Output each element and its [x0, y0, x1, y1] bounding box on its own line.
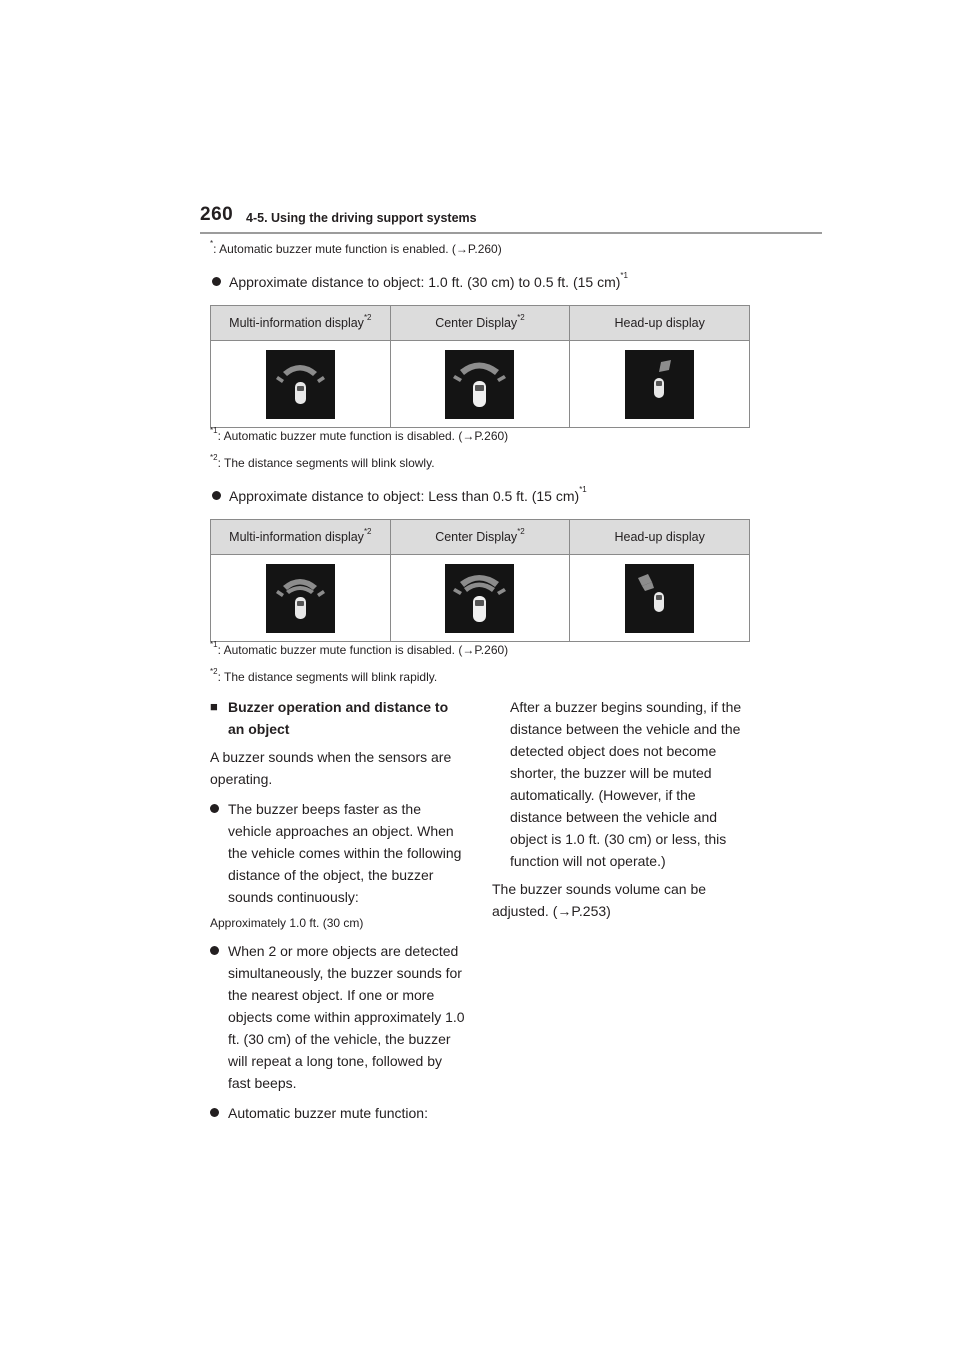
distance-segments-icon [453, 575, 506, 595]
bullet-distance-1: Approximate distance to object: 1.0 ft. (30 cm) to 0.5 ft. (15 cm)$^{*1}$ [212, 274, 628, 290]
vehicle-top-view-icon [654, 592, 664, 612]
top-note: *: Automatic buzzer mute function is enabled. (→P.260) [210, 239, 502, 256]
head-up-screen [625, 350, 694, 419]
right-column [492, 696, 742, 922]
distance-segments-icon [638, 574, 654, 591]
page-number: 260 [200, 204, 234, 225]
bullet-mute-function: Automatic buzzer mute function: [210, 1102, 468, 1124]
distance-note: Approximately 1.0 ft. (30 cm) [210, 916, 364, 930]
col-center-display: Center Display$^{*2}$ [390, 306, 570, 341]
col-head-up: Head-up display [570, 306, 750, 341]
col-center-display: Center Display$^{*2}$ [390, 520, 570, 555]
bullet-dot-icon [210, 1108, 219, 1117]
bullet-dot-icon [210, 804, 219, 813]
note-2-2: $^{*2}$: The distance segments will blink rapidly. [210, 667, 438, 684]
volume-note: The buzzer sounds volume can be adjusted. (→P.253) [492, 881, 707, 919]
vehicle-top-view-icon [295, 382, 306, 404]
center-display-screen [445, 350, 514, 419]
distance-segments-icon [276, 579, 325, 597]
head-up-screen [625, 564, 694, 633]
square-marker-icon: ■ [210, 699, 218, 714]
vehicle-top-view-icon [295, 597, 306, 619]
bullet-buzzer-speed: The buzzer beeps faster as the vehicle approaches an object. When the vehicle comes within the following distance of the object, the buzzer sounds continuously: [210, 798, 468, 908]
section-title: 4-5. Using the driving support systems [246, 211, 477, 225]
bullet-distance-2: Approximate distance to object: Less than 0.5 ft. (15 cm)$^{*1}$ [212, 488, 587, 504]
vehicle-top-view-icon [473, 596, 486, 622]
vehicle-top-view-icon [654, 378, 664, 398]
header-rule [200, 232, 822, 234]
mute-description: After a buzzer begins sounding, if the distance between the vehicle and the detected object does not become shorter, the buzzer will be muted automatically. (However, if the distance between the vehicle and object is 1.0 ft. (30 cm) or less, this function will not operate.) [510, 699, 742, 869]
bullet-multiple-objects: When 2 or more objects are detected simultaneously, the buzzer sounds for the nearest object. If one or more objects come within approximately 1.0 ft. (30 cm) of the vehicle, the buzzer will repeat a long tone, followed by fast beeps. [210, 940, 468, 1094]
col-multi-info: Multi-information display$^{*2}$ [211, 306, 391, 341]
note-1-1: $^{*1}$: Automatic buzzer mute function is disabled. (→P.260) [210, 426, 509, 443]
intro-paragraph: A buzzer sounds when the sensors are operating. [210, 749, 452, 787]
bullet-dot-icon [210, 946, 219, 955]
bullet-dot-icon [212, 491, 221, 500]
col-multi-info: Multi-information display$^{*2}$ [211, 520, 391, 555]
distance-segments-icon [659, 360, 671, 372]
note-1-2: $^{*2}$: The distance segments will blink slowly. [210, 453, 435, 470]
section-heading: ■ Buzzer operation and distance to an object [210, 696, 468, 740]
distance-segments-icon [453, 362, 506, 382]
center-display-screen [445, 564, 514, 633]
left-column [210, 696, 468, 1124]
multi-info-screen [266, 350, 335, 419]
distance-segments-icon [276, 365, 325, 383]
note-2-1: $^{*1}$: Automatic buzzer mute function is disabled. (→P.260) [210, 640, 509, 657]
vehicle-top-view-icon [473, 381, 486, 407]
display-table-1 [210, 305, 750, 428]
bullet-dot-icon [212, 277, 221, 286]
display-table-2 [210, 519, 750, 642]
col-head-up: Head-up display [570, 520, 750, 555]
multi-info-screen [266, 564, 335, 633]
